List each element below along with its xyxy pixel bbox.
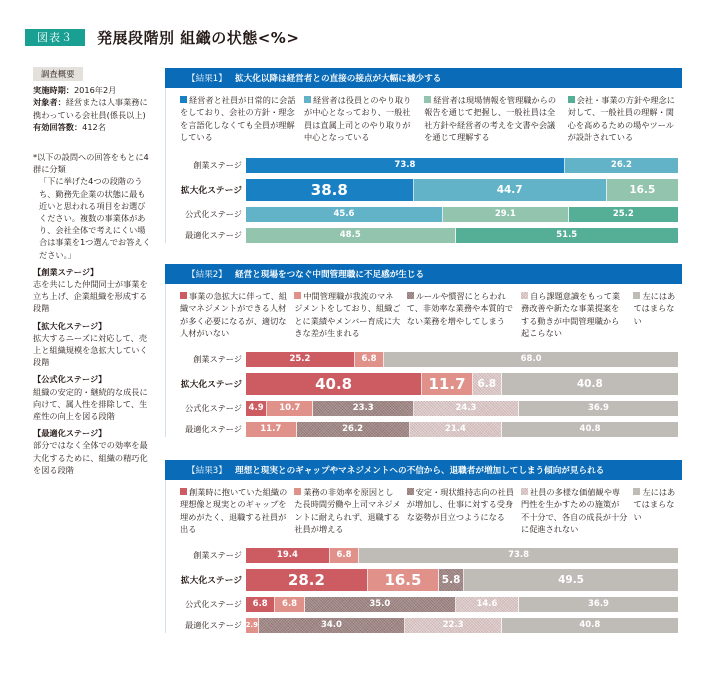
bar-segment: 21.4: [410, 422, 502, 437]
text: 有効回答数：: [33, 121, 83, 132]
bar-row-kakudai: [166, 373, 682, 395]
bar-track: [246, 548, 678, 563]
text: 経営者は役員とのやり取りが中心となっており、一般社員は直属上司とのやり取りが中心となっている: [304, 95, 412, 143]
bar-track: [246, 352, 678, 367]
legend-swatch-icon: [407, 488, 414, 495]
legend-item: [633, 486, 682, 536]
result-1-legend: [166, 94, 682, 144]
bar-segment: 6.8: [330, 548, 359, 563]
text: 創業時に抱いていた組織の理想像と現実とのギャップを埋めがたく、退職する社員が出る: [180, 487, 288, 535]
section-body: [165, 88, 682, 243]
stage-definition-sogyo: [33, 266, 151, 315]
legend-item: [407, 290, 521, 340]
legend-swatch-icon: [180, 488, 187, 495]
figure-title: 発展段階別 組織の状態<%>: [97, 28, 300, 47]
text: 【結果3】: [187, 466, 227, 476]
stage-label: 創業ステージ: [193, 353, 242, 364]
text: 事業の急拡大に伴って、組織マネジメントができる人材が多く必要になるが、適切な人材がいない: [180, 291, 288, 339]
text: 安定・現状維持志向の社員が増加し、仕事に対する受身な姿勢が目立つようになる: [406, 487, 514, 522]
figure-badge: 図表３: [25, 29, 85, 46]
bar-row-sogyo: [166, 352, 682, 367]
stage-label: 最適化ステージ: [185, 619, 242, 630]
bar-segment: 40.8: [502, 618, 678, 633]
survey-target: [33, 96, 151, 120]
bar-track: [246, 207, 678, 222]
bar-segment: 40.8: [502, 373, 678, 395]
text: 【結果2】: [187, 270, 227, 280]
bar-track: [246, 569, 678, 591]
bar-segment: 24.3: [414, 401, 519, 416]
legend-swatch-icon: [180, 292, 187, 299]
stage-label: 公式化ステージ: [185, 208, 242, 219]
text: 左にはあてはまらない: [633, 487, 676, 522]
stage-label: 創業ステージ: [193, 549, 242, 560]
bar-row-saiteki: [166, 618, 682, 633]
stage-label: 公式化ステージ: [185, 598, 242, 609]
bar-row-sogyo: [166, 158, 682, 173]
text: 拡大化以降は経営者との直接の接点が大幅に減少する: [235, 74, 442, 84]
survey-respondents: [33, 121, 151, 133]
stage-label: 拡大化ステージ: [180, 380, 242, 391]
legend-swatch-icon: [568, 96, 575, 103]
text: 部分ではなく全体での効率を最大化するために、組織の精巧化を図る段階: [33, 440, 148, 475]
bar-segment: 36.9: [519, 597, 678, 612]
result-1-header: [165, 68, 682, 88]
bar-segment: 34.0: [259, 618, 406, 633]
bar-segment: 51.5: [456, 228, 678, 243]
bar-track: [246, 373, 678, 395]
stage-label: 最適化ステージ: [185, 229, 242, 240]
bar-track: [246, 422, 678, 437]
stage-label: 拡大化ステージ: [180, 186, 242, 197]
bar-segment: 23.3: [313, 401, 414, 416]
bar-segment: 45.6: [246, 207, 443, 222]
bar-segment: 6.8: [473, 373, 502, 395]
text: 【結果1】: [187, 74, 227, 84]
text: 会社・事業の方針や理念に対して、一般社員の理解・関心を高めるための場やツールが設計されている: [567, 95, 675, 143]
text: 412名: [82, 121, 106, 132]
result-3-legend: [166, 486, 682, 536]
result-2-header: [165, 264, 682, 284]
bar-row-kakudai: [166, 179, 682, 201]
bar-segment: 6.8: [275, 597, 304, 612]
stage-definition-saiteki: [33, 427, 151, 476]
bar-segment: 16.5: [607, 179, 678, 201]
bar-segment: 26.2: [565, 158, 678, 173]
bar-track: [246, 228, 678, 243]
bar-segment: 14.6: [456, 597, 519, 612]
legend-item: [294, 290, 406, 340]
bar-segment: 29.1: [443, 207, 569, 222]
bar-segment: 40.8: [246, 373, 422, 395]
text: 2016年2月: [73, 85, 117, 96]
bar-segment: 5.8: [439, 569, 464, 591]
survey-panel: [33, 67, 151, 476]
text: 実施時期：: [33, 85, 74, 96]
survey-period: [33, 84, 151, 96]
survey-heading: 調査概要: [33, 67, 83, 81]
bar-segment: 16.5: [368, 569, 439, 591]
legend-swatch-icon: [304, 96, 311, 103]
text: 自ら課題意識をもって業務改善や新たな事業提案をする動きが中間管理職から起こらない: [521, 291, 621, 339]
text: 「下に挙げた4つの段階のうち、勤務先企業の状態に最も近いと思われる項目をお選びください。複数の事業体があり、会社全体で考えにくい場合は事業を1つ選んでお答えください。」: [39, 176, 151, 260]
legend-swatch-icon: [521, 488, 528, 495]
figure-header: [25, 27, 299, 47]
text: 左にはあてはまらない: [633, 291, 676, 326]
legend-swatch-icon: [180, 96, 187, 103]
bar-segment: 44.7: [414, 179, 607, 201]
result-2-legend: [166, 290, 682, 340]
stage-label: 最適化ステージ: [185, 423, 242, 434]
text: 対象者：: [33, 97, 66, 108]
bar-segment: 6.8: [355, 352, 384, 367]
bar-segment: 11.7: [246, 422, 297, 437]
legend-swatch-icon: [521, 292, 528, 299]
bar-segment: 48.5: [246, 228, 456, 243]
result-3-header: [165, 460, 682, 480]
result-3-section: [165, 460, 682, 639]
stage-title: 【創業ステージ】: [33, 266, 99, 277]
legend-swatch-icon: [424, 96, 431, 103]
text: 経営者は現場情報を管理職からの報告を通じて把握し、一般社員は全社方針や経営者の考えを文書や会議を通じて理解する: [424, 95, 557, 143]
bar-segment: 36.9: [519, 401, 678, 416]
bar-segment: 10.7: [267, 401, 313, 416]
legend-swatch-icon: [407, 292, 414, 299]
stage-label: 公式化ステージ: [185, 402, 242, 413]
bar-segment: 22.3: [405, 618, 501, 633]
legend-item: [180, 486, 294, 536]
legend-swatch-icon: [633, 488, 640, 495]
bar-track: [246, 158, 678, 173]
stage-definition-koshiki: [33, 373, 151, 422]
bar-segment: 28.2: [246, 569, 368, 591]
section-body: [165, 480, 682, 633]
stage-definition-kakudai: [33, 320, 151, 369]
bar-row-sogyo: [166, 548, 682, 563]
bar-row-koshiki: [166, 401, 682, 416]
legend-item: [568, 94, 682, 144]
bar-track: [246, 179, 678, 201]
legend-swatch-icon: [633, 292, 640, 299]
section-body: [165, 284, 682, 437]
bar-segment: 25.2: [246, 352, 355, 367]
legend-item: [304, 94, 424, 144]
bar-segment: 4.9: [246, 401, 267, 416]
bar-track: [246, 618, 678, 633]
legend-item: [180, 290, 294, 340]
legend-item: [407, 486, 521, 536]
bar-segment: 25.2: [569, 207, 678, 222]
bar-segment: 68.0: [384, 352, 678, 367]
stage-title: 【拡大化ステージ】: [33, 320, 107, 331]
bar-segment: 6.8: [246, 597, 275, 612]
bar-segment: 73.8: [359, 548, 678, 563]
bar-track: [246, 401, 678, 416]
bar-row-saiteki: [166, 422, 682, 437]
legend-item: [633, 290, 682, 340]
stage-label: 創業ステージ: [193, 159, 242, 170]
bar-track: [246, 597, 678, 612]
legend-swatch-icon: [294, 292, 301, 299]
text: 業務の非効率を原因とした長時間労働や上司マネジメントに耐えられず、退職する社員が増える: [294, 487, 401, 535]
text: *以下の設問への回答をもとに4群に分類: [33, 152, 149, 175]
legend-item: [424, 94, 567, 144]
text: 志を共にした仲間同士が事業を立ち上げ、企業組織を形成する段階: [33, 279, 148, 314]
bar-segment: 49.5: [464, 569, 678, 591]
bar-segment: 40.8: [502, 422, 678, 437]
result-2-bars: [166, 352, 682, 437]
text: 中間管理職が我流のマネジメントをしており、組織ごとに業績やメンバー育成に大きな差が生まれる: [294, 291, 401, 339]
text: 経営と現場をつなぐ中間管理職に不足感が生じる: [235, 270, 425, 280]
legend-item: [180, 94, 304, 144]
text: 組織の安定的・継続的な成長に向けて、属人性を排除して、生産性の向上を図る段階: [33, 386, 148, 422]
text: ルールや慣習にとらわれて、非効率な業務や本質的でない業務を増やしてしまう: [406, 291, 513, 326]
legend-item: [294, 486, 406, 536]
legend-item: [521, 486, 633, 536]
bar-segment: 11.7: [422, 373, 473, 395]
result-1-bars: [166, 158, 682, 243]
stage-title: 【公式化ステージ】: [33, 374, 107, 385]
legend-item: [521, 290, 633, 340]
stage-title: 【最適化ステージ】: [33, 428, 107, 439]
text: 社員の多様な価値観や専門性を生かすための施策が不十分で、各自の成長が十分に促進されない: [521, 487, 628, 535]
stage-label: 拡大化ステージ: [180, 576, 242, 587]
bar-segment: 2.9: [246, 618, 259, 633]
text: 経営者と社員が日常的に会話をしており、会社の方針・理念を言語化しなくても全員が理解している: [180, 95, 296, 143]
result-3-bars: [166, 548, 682, 633]
text: 拡大するニーズに対応して、売上と組織規模を急拡大していく段階: [33, 332, 148, 368]
bar-segment: 35.0: [305, 597, 456, 612]
bar-segment: 26.2: [297, 422, 410, 437]
bar-row-saiteki: [166, 228, 682, 243]
bar-row-kakudai: [166, 569, 682, 591]
bar-segment: 73.8: [246, 158, 565, 173]
bar-row-koshiki: [166, 597, 682, 612]
survey-note: [33, 151, 151, 261]
text: 理想と現実とのギャップやマネジメントへの不信から、退職者が増加してしまう傾向が見られる: [235, 466, 605, 476]
bar-segment: 38.8: [246, 179, 414, 201]
result-1-section: [165, 68, 682, 249]
result-2-section: [165, 264, 682, 443]
legend-swatch-icon: [294, 488, 301, 495]
bar-row-koshiki: [166, 207, 682, 222]
text: 経営または人事業務に携わっている会社員(係長以上): [33, 97, 148, 120]
bar-segment: 19.4: [246, 548, 330, 563]
